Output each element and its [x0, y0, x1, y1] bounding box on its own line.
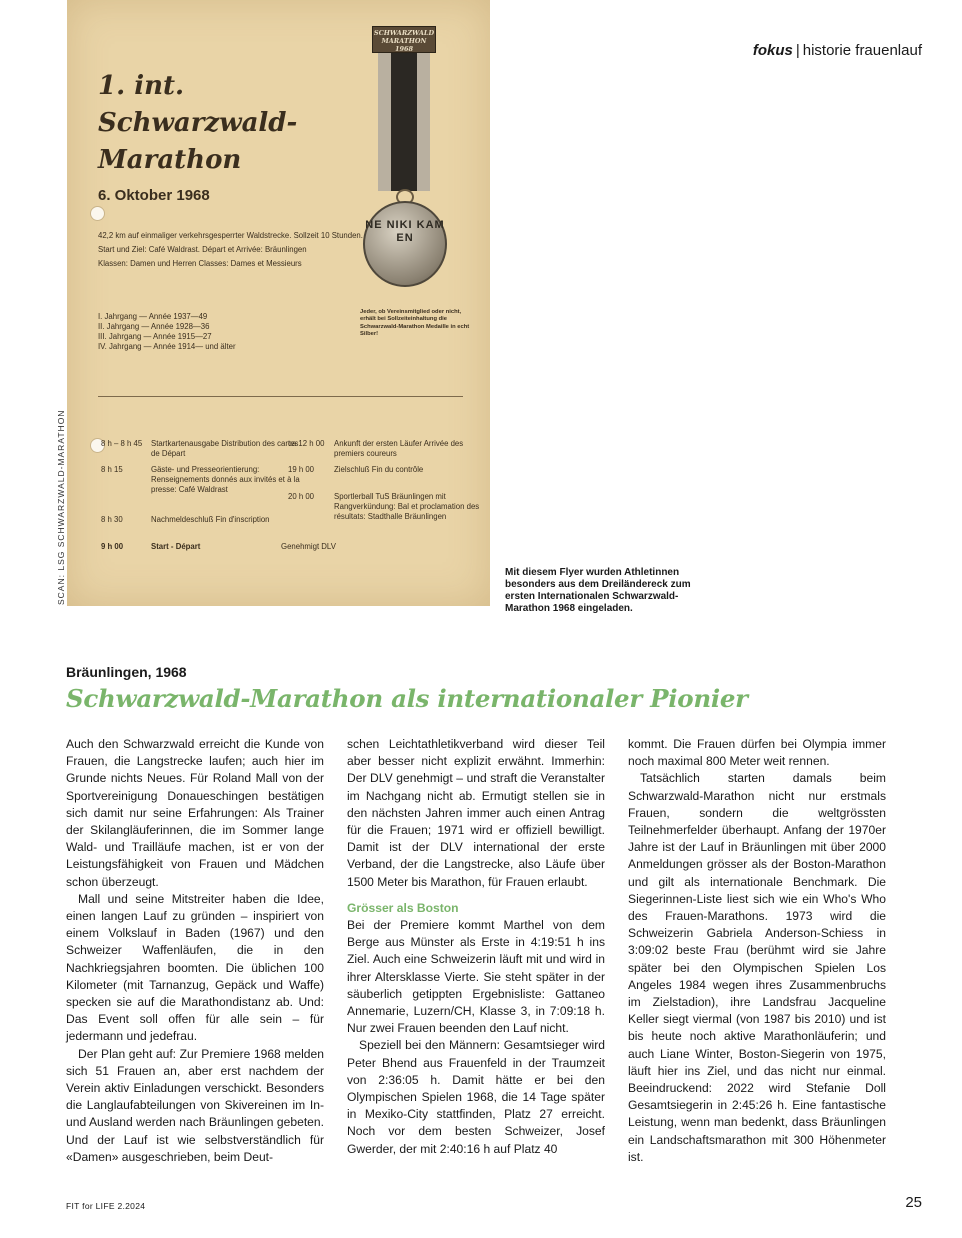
flyer-classes: [98, 312, 236, 352]
paragraph: Der Plan geht auf: Zur Premiere 1968 melden sich 51 Frauen an, aber erst nachdem der Verein aktiv Einladungen verschickt. Besonders die Langlaufabteilungen von Skivereinen im In- und Ausland werden nach Bräunlingen gebeten. Und der Lauf ist wie selbstverständlich für «Damen» ausgeschrieben, beim Deut-: [66, 1046, 324, 1164]
header-brand: fokus: [752, 42, 793, 59]
subheading: Grösser als Boston: [347, 900, 459, 915]
flyer-image: [67, 0, 490, 606]
medal-label: SCHWARZWALD MARATHON 1968: [372, 26, 436, 53]
flyer-title-line: 1. int.: [98, 71, 185, 101]
paragraph: Auch den Schwarzwald erreicht die Kunde von Frauen, die Langstrecke laufen; auch hier im Grunde nichts Neues. Für Roland Mall von der Sportvereinigung Donaueschingen bestätigen sich damit nur seine Erfahrungen: Als Trainer der Skilangläuferinnen, die im Sommer lange Wald- und Trailläufe machen, ist er von der Leistungsfähigkeit von Frauen und Mädchen schon überzeugt.: [66, 737, 324, 889]
paragraph: Tatsächlich starten damals beim Schwarzwald-Marathon nicht nur erstmals Frauen, sondern die weltgrössten Teilnehmerfelder überhaupt. Anfang der 1970er Jahre ist der Lauf in Bräunlingen mit über 2000 Anmeldungen grösser als der Boston-Marathon und gilt als internationale Benchmark. Die Siegerinnen-Liste liest sich wie ein Who's Who des Frauen-Marathons. 1973 wird die Schweizerin Gabriela Anderson-Schiess in 3:09:02 beste Frau (berühmt wird sie Jahre später bei den Olympischen Spielen Los Angeles 1984 wegen ihres Zusammenbruchs im Zielstadion), ihre Landsfrau Jacqueline Keller siegt viermal (von 1987 bis 2010) und ist bis heute noch aktive Marathonläuferin; und auch Liane Winter, Boston-Siegerin von 1975, läuft hier ins Ziel, und das nicht nur einmal. Beeindruckend: 2022 wird Stefanie Doll Gesamtsiegerin in 2:45:26 h. Eine fantastische Leistung, wenn man bedenkt, dass Bräunlingen ein Landschaftsmarathon mit 300 Höhenmeter ist.: [628, 771, 886, 1164]
flyer-date: 6. Oktober 1968: [98, 187, 210, 204]
schedule-time: 8 h 30: [101, 515, 123, 524]
flyer-info-line: Start und Ziel: Café Waldrast. Départ et Arrivée: Bräunlingen: [98, 245, 307, 254]
header-separator: |: [795, 42, 800, 59]
scan-credit: SCAN: LSG SCHWARZWALD-MARATHON: [56, 409, 66, 605]
schedule-time: 19 h 00: [288, 465, 315, 474]
schedule-time: 20 h 00: [288, 492, 315, 501]
schedule-time: 8 h 15: [101, 465, 123, 474]
medal-text: NE NIKI KAM EN: [365, 219, 445, 244]
medal-icon: [363, 201, 447, 287]
article-column-2: [347, 736, 605, 1158]
header-section: historie frauenlauf: [802, 42, 922, 59]
paragraph: Mall und seine Mitstreiter haben die Idee, einen langen Lauf zu gründen – inspiriert von einem Volkslauf in Baden (1967) und den Schweizer Waffenläufen, die in den Nachkriegsjahren boomten. Die üblichen 100 Kilometer (mit Tarnanzug, Gepäck und Waffe) specken sie auf die Marathondistanz ab. Und: Das Event soll offen für alle sein – für jedermann und jedefrau.: [66, 891, 324, 1044]
schedule-text: Gäste- und Presseorientierung: Renseignements donnés aux invités et à la presse: Café Waldrast: [151, 465, 300, 494]
flyer-info: [98, 231, 368, 273]
magazine-issue: FIT for LIFE 2.2024: [66, 1201, 146, 1211]
image-caption: Mit diesem Flyer wurden Athletinnen besonders aus dem Dreiländereck zum ersten Internationalen Schwarzwald-Marathon 1968 eingeladen.: [505, 567, 691, 614]
schedule-text: Nachmeldeschluß Fin d'inscription: [151, 515, 270, 524]
schedule-text: Ankunft der ersten Läufer Arrivée des premiers coureurs: [334, 439, 464, 458]
flyer-info-line: Klassen: Damen und Herren Classes: Dames et Messieurs: [98, 259, 302, 268]
flyer-info-line: 42,2 km auf einmaliger verkehrsgesperrter Waldstrecke. Sollzeit 10 Stunden.: [98, 231, 363, 240]
page-number: 25: [905, 1194, 922, 1211]
medal-ribbon: [378, 53, 430, 191]
paragraph: kommt. Die Frauen dürfen bei Olympia immer noch maximal 800 Meter weit rennen.: [628, 737, 886, 769]
schedule-text: Startkartenausgabe Distribution des cartes de Départ: [151, 439, 299, 458]
article-headline: Schwarzwald-Marathon als internationaler Pionier: [66, 684, 748, 713]
paragraph: Speziell bei den Männern: Gesamtsieger wird Peter Bhend aus Frauenfeld in der Traumzeit von 2:36:05 h. Damit hätte er bei den Olympischen Spielen 1968, die 14 Tage später in Mexiko-City stattfinden, Platz 27 erreicht. Noch vor dem besten Schweizer, Josef Gwerder, der mit 2:40:16 h auf Platz 40: [347, 1038, 605, 1156]
article-column-3: [628, 736, 886, 1166]
flyer-note: Jeder, ob Vereinsmitglied oder nicht, erhält bei Sollzeiteinhaltung die Schwarzwald-Marathon Medaille in echt Silber!: [360, 309, 470, 337]
schedule-text: Sportlerball TuS Bräunlingen mit Rangverkündung: Bal et proclamation des résultats: Stadthalle Bräunlingen: [334, 492, 480, 521]
flyer-approved: Genehmigt DLV: [281, 542, 336, 551]
flyer-title: [98, 68, 318, 179]
article-kicker: Bräunlingen, 1968: [66, 664, 187, 680]
paragraph: schen Leichtathletikverband wird dieser Teil aber besser nicht explizit erwähnt. Immerhin: Der DLV genehmigt – und straft die Veranstalter im Nachgang nicht ab. Ermutigt stellen sie in den nächsten Jahren immer auch einen Antrag für die Frauen; 1971 wird er offiziell bewilligt. Damit ist der DLV international der erste Verband, der die Langstrecke, also Läufe über 1500 Meter bis Marathon, für Frauen erlaubt.: [347, 737, 605, 889]
schedule-text: Start - Départ: [151, 542, 201, 551]
schedule-time: ca 12 h 00: [288, 439, 325, 448]
flyer-class-line: III. Jahrgang — Année 1915—27: [98, 332, 212, 341]
schedule-time: 9 h 00: [101, 542, 124, 551]
article-column-1: [66, 736, 324, 1166]
flyer-class-line: II. Jahrgang — Année 1928—36: [98, 322, 210, 331]
schedule-text: Zielschluß Fin du contrôle: [334, 465, 424, 474]
schedule-time: 8 h – 8 h 45: [101, 439, 143, 448]
flyer-title-line: Marathon: [98, 145, 242, 175]
flyer-title-line: Schwarzwald-: [98, 108, 298, 138]
flyer-class-line: I. Jahrgang — Année 1937—49: [98, 312, 208, 321]
flyer-divider: [98, 396, 463, 397]
section-header: [753, 42, 922, 59]
flyer-class-line: IV. Jahrgang — Année 1914— und älter: [98, 342, 236, 351]
punch-hole: [90, 206, 105, 221]
paragraph: Bei der Premiere kommt Marthel von dem Berge aus Münster als Erste in 4:19:51 h ins Ziel. Auch eine Schweizerin läuft mit und wird in ihrer Altersklasse Vierte. Sie steht später in der säuberlich getippten Ergebnisliste: Gattaneo Annemarie, Luzern/CH, Klasse 3, in 7:09:18 h. Nur zwei Frauen beenden den Lauf nicht.: [347, 918, 605, 1036]
